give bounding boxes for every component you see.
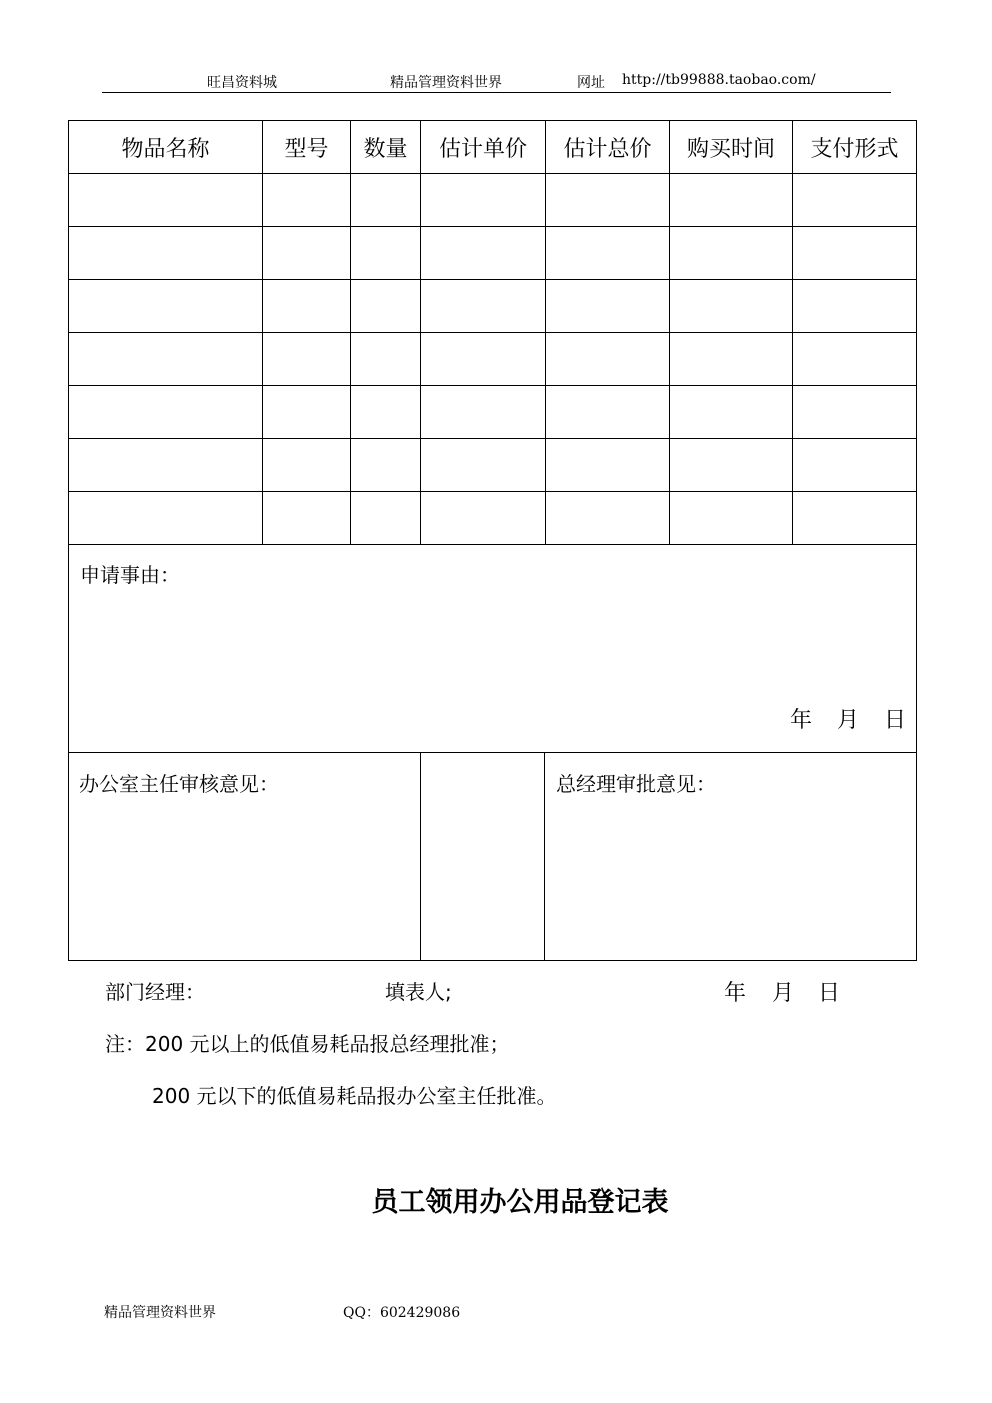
table-cell[interactable]	[546, 386, 670, 439]
sign-date-month: 月	[772, 981, 795, 1006]
table-cell[interactable]	[670, 174, 793, 227]
table-cell[interactable]	[69, 439, 263, 492]
column-header-purchase-time: 购买时间	[670, 121, 793, 174]
footer-slogan: 精品管理资料世界	[104, 1305, 216, 1321]
table-cell[interactable]	[263, 333, 351, 386]
table-cell[interactable]	[351, 386, 421, 439]
table-cell[interactable]	[670, 439, 793, 492]
table-cell[interactable]	[351, 439, 421, 492]
reason-field[interactable]	[69, 545, 917, 753]
table-cell[interactable]	[546, 280, 670, 333]
header-url: http://tb99888.taobao.com/	[622, 72, 816, 88]
table-cell[interactable]	[793, 174, 917, 227]
filler-label: 填表人;	[385, 980, 452, 1004]
table-cell[interactable]	[546, 174, 670, 227]
table-cell[interactable]	[546, 333, 670, 386]
table-header-row	[69, 121, 917, 174]
table-cell[interactable]	[263, 280, 351, 333]
table-cell[interactable]	[351, 227, 421, 280]
reason-label: 申请事由：	[80, 563, 180, 587]
table-cell[interactable]	[351, 174, 421, 227]
table-cell[interactable]	[263, 174, 351, 227]
table-cell[interactable]	[421, 492, 546, 545]
table-cell[interactable]	[546, 439, 670, 492]
office-review-label: 办公室主任审核意见：	[79, 772, 279, 796]
column-header-unit-price: 估计单价	[421, 121, 546, 174]
table-cell[interactable]	[670, 492, 793, 545]
table-cell[interactable]	[421, 386, 546, 439]
sign-date-day: 日	[818, 981, 841, 1006]
table-cell[interactable]	[351, 280, 421, 333]
table-row	[69, 386, 917, 439]
table-row	[69, 227, 917, 280]
table-cell[interactable]	[546, 227, 670, 280]
column-header-model: 型号	[263, 121, 351, 174]
table-row	[69, 492, 917, 545]
sign-date-year: 年	[724, 981, 747, 1006]
column-header-payment-method: 支付形式	[793, 121, 917, 174]
table-cell[interactable]	[421, 227, 546, 280]
table-cell[interactable]	[670, 333, 793, 386]
table-cell[interactable]	[670, 280, 793, 333]
next-form-title: 员工领用办公用品登记表	[371, 1187, 669, 1218]
header-rule	[102, 92, 891, 93]
table-cell[interactable]	[793, 333, 917, 386]
gm-approval-label: 总经理审批意见：	[556, 772, 716, 796]
note-line-1: 注：200 元以上的低值易耗品报总经理批准；	[105, 1032, 510, 1056]
header-url-label: 网址	[577, 75, 605, 91]
header-slogan: 精品管理资料世界	[390, 75, 502, 91]
footer-qq: QQ：602429086	[343, 1305, 461, 1321]
table-cell[interactable]	[69, 174, 263, 227]
table-cell[interactable]	[69, 280, 263, 333]
table-cell[interactable]	[263, 227, 351, 280]
table-cell[interactable]	[421, 174, 546, 227]
table-cell[interactable]	[263, 492, 351, 545]
table-cell[interactable]	[793, 439, 917, 492]
table-row	[69, 439, 917, 492]
purchase-request-table	[68, 120, 917, 961]
table-cell[interactable]	[670, 227, 793, 280]
column-header-item-name: 物品名称	[69, 121, 263, 174]
table-cell[interactable]	[793, 492, 917, 545]
note-line-2: 200 元以下的低值易耗品报办公室主任批准。	[152, 1084, 557, 1108]
table-cell[interactable]	[69, 227, 263, 280]
table-cell[interactable]	[793, 227, 917, 280]
table-row	[69, 333, 917, 386]
table-cell[interactable]	[421, 280, 546, 333]
table-cell[interactable]	[351, 333, 421, 386]
reason-row	[69, 545, 917, 753]
table-cell[interactable]	[69, 386, 263, 439]
approval-divider	[544, 752, 545, 960]
column-header-quantity: 数量	[351, 121, 421, 174]
header-site-name: 旺昌资料城	[207, 75, 277, 91]
table-cell[interactable]	[351, 492, 421, 545]
reason-date-year: 年	[790, 708, 813, 733]
table-cell[interactable]	[69, 333, 263, 386]
table-cell[interactable]	[69, 492, 263, 545]
table-cell[interactable]	[670, 386, 793, 439]
dept-manager-label: 部门经理：	[105, 980, 205, 1004]
table-cell[interactable]	[421, 333, 546, 386]
table-cell[interactable]	[421, 439, 546, 492]
column-header-total-price: 估计总价	[546, 121, 670, 174]
table-cell[interactable]	[546, 492, 670, 545]
table-row	[69, 280, 917, 333]
reason-date-day: 日	[884, 708, 907, 733]
table-cell[interactable]	[793, 280, 917, 333]
table-cell[interactable]	[263, 386, 351, 439]
table-cell[interactable]	[793, 386, 917, 439]
table-row	[69, 174, 917, 227]
table-cell[interactable]	[263, 439, 351, 492]
reason-date-month: 月	[837, 708, 860, 733]
